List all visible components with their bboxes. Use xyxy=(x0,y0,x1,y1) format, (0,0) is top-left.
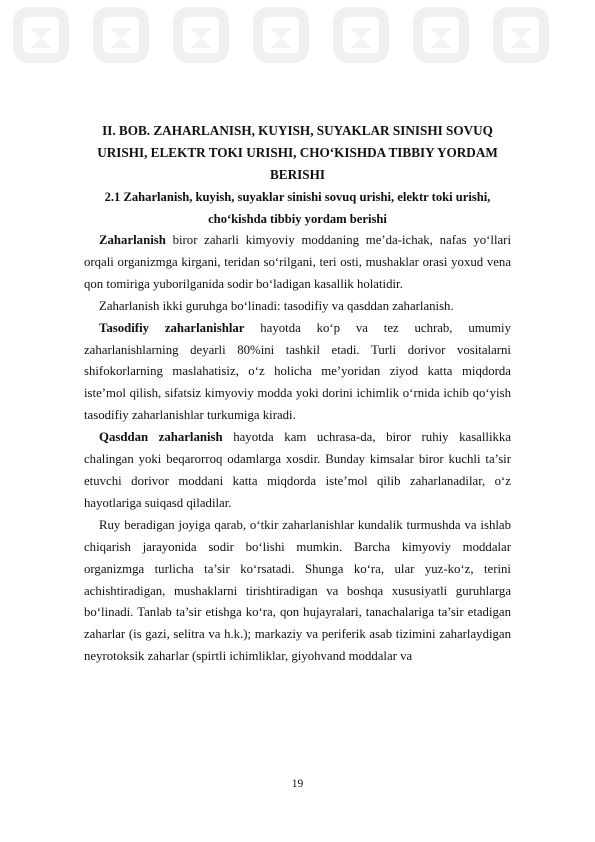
paragraph-otkir-zaharlanish xyxy=(84,515,511,668)
page-number: 19 xyxy=(291,778,304,790)
chapter-heading-line-3: BERISHI xyxy=(270,167,325,182)
paragraph-zaharlanish-groups xyxy=(84,296,511,318)
term-zaharlanish: Zaharlanish xyxy=(99,233,166,247)
document-body xyxy=(84,120,511,668)
section-heading-line-2: cho‘kishda tibbiy yordam berishi xyxy=(208,212,387,226)
term-tasodifiy: Tasodifiy zaharlanishlar xyxy=(99,320,245,335)
paragraph-text: Ruy beradigan joyiga qarab, o‘tkir zaharlanishlar kundalik turmushda va ishlab chiqarish jarayonida sodir bo‘lishi mumkin. Barcha kimyoviy moddalar organizmga turlicha ta’sir ko‘rsatadi. Shunga ko‘ra, ular yuz-ko‘z, terini achishtiradigan, mushaklarni tirishtiradigan va boshqa xususiyatli guruhlarga bo‘linadi. Tanlab ta’sir etishga ko‘ra, qon hujayralari, tanachalariga ta’sir etadigan zaharlar (is gazi, selitra va h.k.); markaziy va periferik asab tizimini zaharlaydigan neyrotoksik zaharlar (spirtli ichimliklar, giyohvand moddalar va xyxy=(84,517,511,664)
paragraph-text: hayotda ko‘p va tez uchrab, umumiy zaharlanishlarning deyarli 80%ini tashkil etadi. Turli dorivor vositalarni shifokorlarning maslahatisiz, o‘z holicha me’yoridan ziyod katta miqdorda iste’mol qilish, sifatsiz kimyoviy modda yoki dorini ichimlik o‘rnida ichib qo‘yish tasodifiy zaharlanishlar turkumiga kiradi. xyxy=(84,320,511,423)
paragraph-zaharlanish-definition xyxy=(84,230,511,296)
chapter-heading-line-1: II. BOB. ZAHARLANISH, KUYISH, SUYAKLAR SINISHI SOVUQ xyxy=(102,123,493,138)
section-heading-line-1: 2.1 Zaharlanish, kuyish, suyaklar sinishi sovuq urishi, elektr toki urishi, xyxy=(104,190,491,204)
paragraph-text: biror zaharli kimyoviy moddaning me’da-ichak, nafas yo‘llari orqali organizmga kirgani, teridan so‘rilgani, teri osti, mushaklar orasi yoxud vena qon tomiriga yuborilganida sodir bo‘ladigan kasallik holatidir. xyxy=(84,233,511,291)
watermark-logo-strip xyxy=(0,0,595,80)
term-qasddan: Qasddan zaharlanish xyxy=(99,430,223,445)
paragraph-text: hayotda kam uchrasa-da, biror ruhiy kasallikka chalingan yoki beqarorroq odamlarga xosdir. Bunday kimsalar biror kuchli ta’sir etuvchi dorivor moddani katta miqdorda iste’mol qilib zaharlanadilar, o‘z hayotlariga suiqasd qiladilar. xyxy=(84,430,512,510)
paragraph-qasddan xyxy=(84,427,511,515)
chapter-heading-line-2: URISHI, ELEKTR TOKI URISHI, CHO‘KISHDA TIBBIY YORDAM xyxy=(97,145,498,160)
paragraph-text: Zaharlanish ikki guruhga bo‘linadi: tasodifiy va qasddan zaharlanish. xyxy=(99,298,454,313)
paragraph-tasodifiy xyxy=(84,318,511,428)
